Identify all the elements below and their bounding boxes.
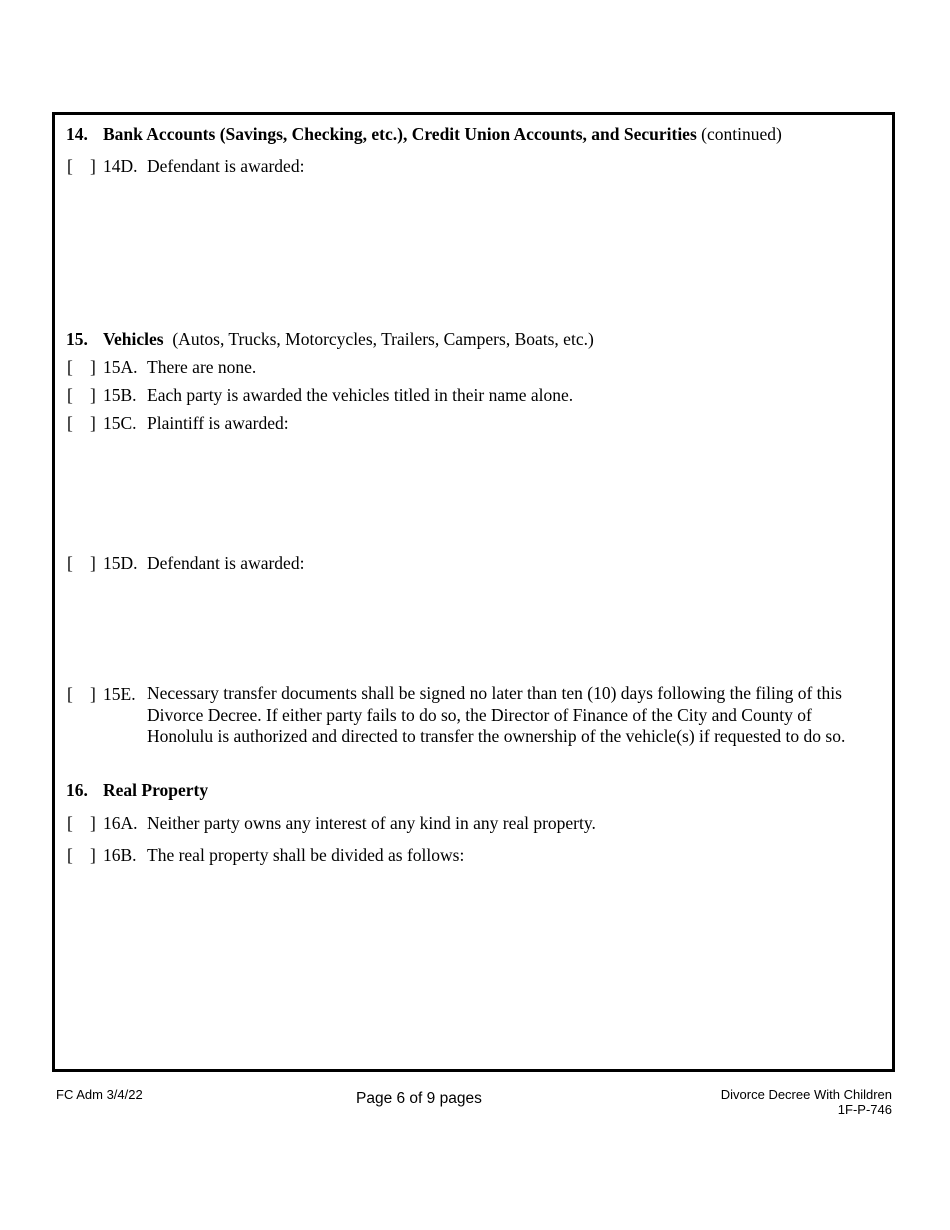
- section-title: Real Property: [103, 780, 209, 800]
- item-code: 16B.: [103, 845, 137, 865]
- checkbox-bracket-open[interactable]: [: [67, 845, 73, 865]
- item-text: Neither party owns any interest of any kind in any real property.: [147, 813, 596, 833]
- checkbox-bracket-close[interactable]: ]: [90, 357, 96, 377]
- footer-form-code: 1F-P-746: [837, 1102, 892, 1117]
- checkbox-bracket-open[interactable]: [: [67, 813, 73, 833]
- checkbox-bracket-open[interactable]: [: [67, 684, 73, 704]
- item-code: 16A.: [103, 813, 138, 833]
- section-title-suffix: (Autos, Trucks, Motorcycles, Trailers, Campers, Boats, etc.): [172, 329, 594, 349]
- item-text: Defendant is awarded:: [147, 156, 305, 176]
- footer-title-line: Divorce Decree With Children: [720, 1087, 892, 1102]
- footer-form-title: [721, 1087, 892, 1117]
- footer-page-number: Page 6 of 9 pages: [356, 1090, 482, 1107]
- item-text: Necessary transfer documents shall be signed no later than ten (10) days following the filing of this Divorce Decree. If either party fails to do so, the Director of Finance of the City and County of Honolulu is authorized and directed to transfer the ownership of the vehicle(s) if requested to do so.: [147, 683, 846, 746]
- section-title: Bank Accounts (Savings, Checking, etc.), Credit Union Accounts, and Securities: [103, 124, 697, 144]
- checkbox-bracket-close[interactable]: ]: [90, 156, 96, 176]
- checkbox-bracket-close[interactable]: ]: [90, 385, 96, 405]
- section-title-group: [103, 123, 782, 145]
- section-number: 15.: [66, 329, 88, 349]
- checkbox-bracket-close[interactable]: ]: [90, 413, 96, 433]
- checkbox-bracket-open[interactable]: [: [67, 156, 73, 176]
- section-title-suffix: (continued): [701, 124, 782, 144]
- item-code: 15B.: [103, 385, 137, 405]
- checkbox-bracket-open[interactable]: [: [67, 413, 73, 433]
- item-text: Each party is awarded the vehicles titled in their name alone.: [147, 385, 574, 405]
- checkbox-bracket-close[interactable]: ]: [90, 553, 96, 573]
- item-15e: [0, 683, 950, 773]
- section-title-group: [103, 328, 594, 350]
- item-text: There are none.: [147, 357, 257, 377]
- section-title: Vehicles: [103, 329, 164, 349]
- checkbox-bracket-close[interactable]: ]: [90, 813, 96, 833]
- section-number: 16.: [66, 780, 88, 800]
- item-code: 15C.: [103, 413, 137, 433]
- item-code: 15D.: [103, 553, 138, 573]
- checkbox-bracket-open[interactable]: [: [67, 553, 73, 573]
- item-text: Plaintiff is awarded:: [147, 413, 289, 433]
- checkbox-bracket-close[interactable]: ]: [90, 684, 96, 704]
- item-code: 15A.: [103, 357, 138, 377]
- checkbox-bracket-open[interactable]: [: [67, 357, 73, 377]
- item-text: Defendant is awarded:: [147, 553, 305, 573]
- checkbox-bracket-open[interactable]: [: [67, 385, 73, 405]
- checkbox-bracket-close[interactable]: ]: [90, 845, 96, 865]
- footer-form-id: FC Adm 3/4/22: [56, 1087, 143, 1102]
- item-text: The real property shall be divided as follows:: [147, 845, 465, 865]
- item-code: 14D.: [103, 156, 138, 176]
- section-number: 14.: [66, 124, 88, 144]
- item-code: 15E.: [103, 684, 136, 704]
- form-border: [52, 112, 895, 1072]
